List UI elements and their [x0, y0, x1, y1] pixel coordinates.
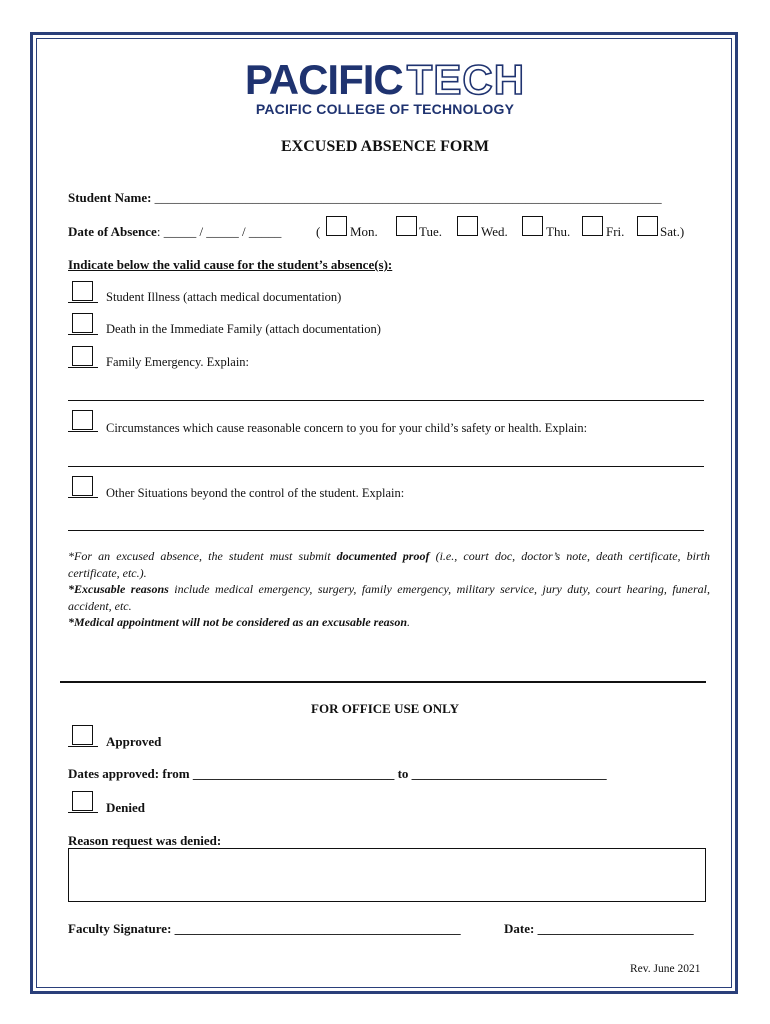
- student-name-field[interactable]: ______________________________________________________________________________: [154, 190, 662, 205]
- denied-underline: [68, 812, 98, 813]
- explain-line-family-emergency[interactable]: [68, 400, 704, 401]
- day-paren-open: (: [316, 224, 321, 239]
- signature-date-field[interactable]: ________________________: [537, 921, 694, 936]
- day-checkbox-wed[interactable]: [457, 216, 478, 236]
- cause-underline: [68, 302, 98, 303]
- explain-line-safety-concern[interactable]: [68, 466, 704, 467]
- cause-checkbox-death[interactable]: [72, 313, 93, 333]
- dates-approved-label: Dates approved: from: [68, 766, 193, 781]
- student-name-row: [68, 190, 662, 206]
- office-use-heading: FOR OFFICE USE ONLY: [311, 701, 459, 716]
- day-label-tue: Tue.: [419, 224, 443, 239]
- denied-checkbox[interactable]: [72, 791, 93, 811]
- date-of-absence-field[interactable]: : _____ / _____ / _____: [156, 224, 282, 239]
- cause-label-family-emergency: Family Emergency. Explain:: [106, 355, 250, 369]
- day-checkbox-sat[interactable]: [637, 216, 658, 236]
- day-label-mon: Mon.: [350, 224, 378, 239]
- policy-notes: [68, 548, 710, 631]
- day-checkbox-mon[interactable]: [326, 216, 347, 236]
- causes-heading: Indicate below the valid cause for the student’s absence(s):: [68, 257, 393, 272]
- reason-denied-label: Reason request was denied:: [68, 833, 222, 848]
- office-section-divider: [60, 681, 706, 683]
- faculty-signature-row: [68, 921, 461, 937]
- day-checkbox-tue[interactable]: [396, 216, 417, 236]
- note-medical-appointment: *Medical appointment will not be considered as an excusable reason.: [68, 615, 411, 629]
- approved-checkbox[interactable]: [72, 725, 93, 745]
- signature-date-label: Date:: [504, 921, 538, 936]
- reason-denied-textbox[interactable]: [68, 848, 706, 902]
- cause-label-safety-concern: Circumstances which cause reasonable concern to you for your child’s safety or health. Explain:: [106, 421, 588, 435]
- cause-underline: [68, 431, 98, 432]
- cause-underline: [68, 497, 98, 498]
- revision-note: Rev. June 2021: [630, 963, 701, 975]
- cause-label-death: Death in the Immediate Family (attach documentation): [106, 322, 381, 336]
- day-checkbox-fri[interactable]: [582, 216, 603, 236]
- date-of-absence-row: [68, 224, 281, 240]
- cause-checkbox-family-emergency[interactable]: [72, 346, 93, 366]
- logo-word-tech: TECH: [406, 56, 526, 103]
- approved-underline: [68, 746, 98, 747]
- explain-line-other[interactable]: [68, 530, 704, 531]
- cause-underline: [68, 334, 98, 335]
- dates-approved-from-field[interactable]: _______________________________: [192, 766, 395, 781]
- note-excusable-reasons: *Excusable reasons include medical emergency, surgery, family emergency, military service, jury duty, court hearing, funeral, accident, etc.: [68, 582, 711, 613]
- cause-underline: [68, 367, 98, 368]
- logo-word-pacific: PACIFIC: [244, 56, 403, 103]
- dates-approved-to-field[interactable]: ______________________________: [411, 766, 607, 781]
- cause-label-other: Other Situations beyond the control of the student. Explain:: [106, 486, 405, 500]
- cause-checkbox-other[interactable]: [72, 476, 93, 496]
- cause-checkbox-safety-concern[interactable]: [72, 410, 93, 430]
- faculty-signature-label: Faculty Signature:: [68, 921, 175, 936]
- form-title: EXCUSED ABSENCE FORM: [280, 138, 490, 155]
- day-checkbox-thu[interactable]: [522, 216, 543, 236]
- day-label-thu: Thu.: [546, 224, 571, 239]
- cause-checkbox-illness[interactable]: [72, 281, 93, 301]
- approved-label: Approved: [106, 734, 162, 749]
- denied-label: Denied: [106, 800, 145, 815]
- dates-approved-row: [68, 766, 607, 782]
- signature-date-row: [504, 921, 694, 937]
- student-name-label: Student Name:: [68, 190, 152, 205]
- faculty-signature-field[interactable]: ____________________________________________: [174, 921, 461, 936]
- day-label-fri: Fri.: [606, 224, 625, 239]
- day-label-sat: Sat.): [660, 224, 685, 239]
- dates-approved-to-label: to: [394, 766, 412, 781]
- note-documented-proof: *For an excused absence, the student must submit documented proof (i.e., court doc, doctor’s note, death certificate, birth certificate, etc.).: [68, 549, 710, 580]
- cause-label-illness: Student Illness (attach medical documentation): [106, 290, 342, 304]
- date-of-absence-label: Date of Absence: [68, 224, 157, 239]
- college-logo: [0, 58, 770, 102]
- day-label-wed: Wed.: [481, 224, 508, 239]
- logo-subtitle: PACIFIC COLLEGE OF TECHNOLOGY: [255, 101, 515, 117]
